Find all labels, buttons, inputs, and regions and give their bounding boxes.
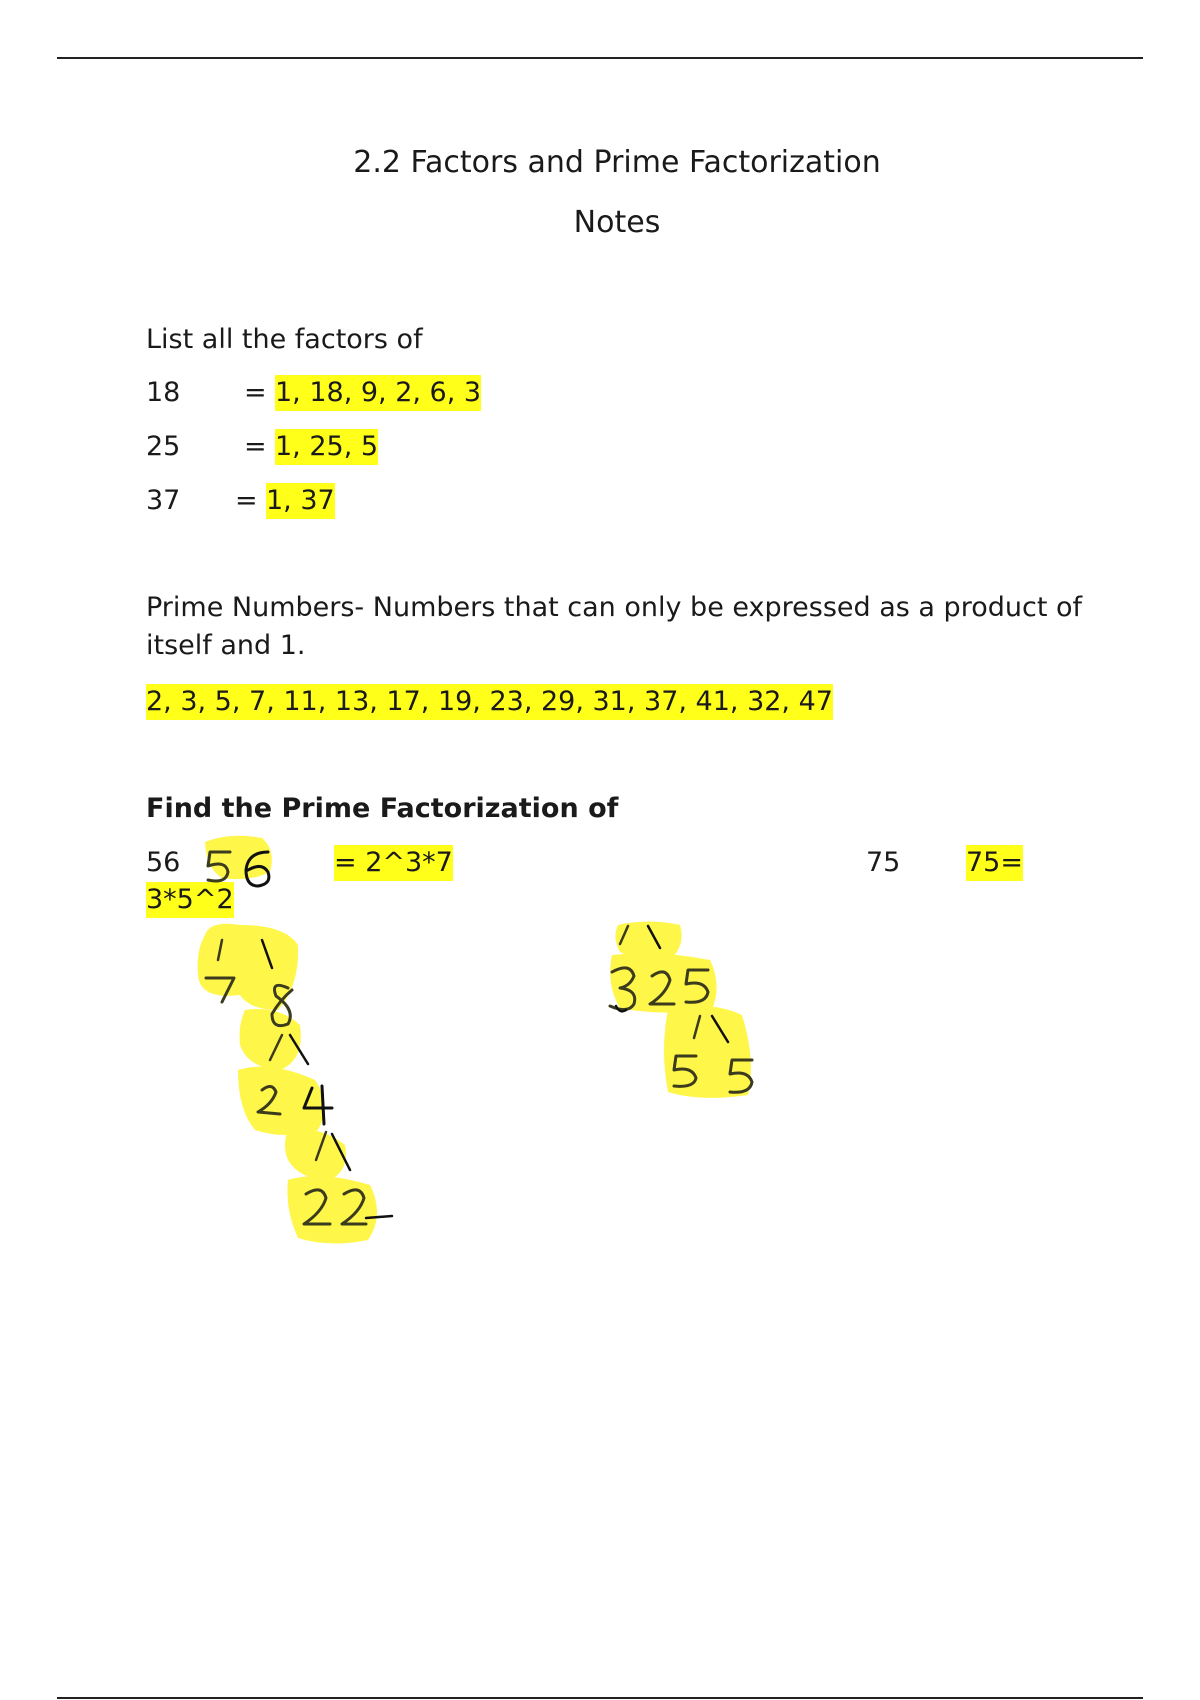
factor-answer-18: 1, 18, 9, 2, 6, 3 <box>275 375 481 411</box>
problem-56-answer: = 2^3*7 <box>334 845 453 881</box>
tree-56-ink <box>206 852 392 1224</box>
factorization-heading: Find the Prime Factorization of <box>146 793 619 824</box>
problem-75-number: 75 <box>866 847 901 878</box>
page-subtitle: Notes <box>573 205 661 240</box>
problem-56-number: 56 <box>146 847 181 878</box>
factor-number-37: 37 <box>146 485 181 516</box>
factor-number-25: 25 <box>146 431 181 462</box>
problem-75-answer-start: 75= <box>966 845 1023 881</box>
page-title: 2.2 Factors and Prime Factorization <box>353 145 881 180</box>
tree-75-highlight <box>610 922 751 1098</box>
factor-answer-37: 1, 37 <box>266 483 335 519</box>
prime-list: 2, 3, 5, 7, 11, 13, 17, 19, 23, 29, 31, 37, 41, 32, 47 <box>146 684 833 720</box>
factor-equals-18: = <box>244 377 267 408</box>
tree-75-ink <box>610 926 752 1092</box>
prime-definition: Prime Numbers- Numbers that can only be expressed as a product of itself and 1. <box>146 592 1083 661</box>
factor-number-18: 18 <box>146 377 181 408</box>
top-rule <box>57 57 1143 59</box>
factors-heading: List all the factors of <box>146 324 423 355</box>
problem-75-answer-end: 3*5^2 <box>146 882 234 918</box>
factor-equals-37: = <box>235 485 258 516</box>
factor-equals-25: = <box>244 431 267 462</box>
factor-answer-25: 1, 25, 5 <box>275 429 378 465</box>
bottom-rule <box>57 1697 1143 1699</box>
